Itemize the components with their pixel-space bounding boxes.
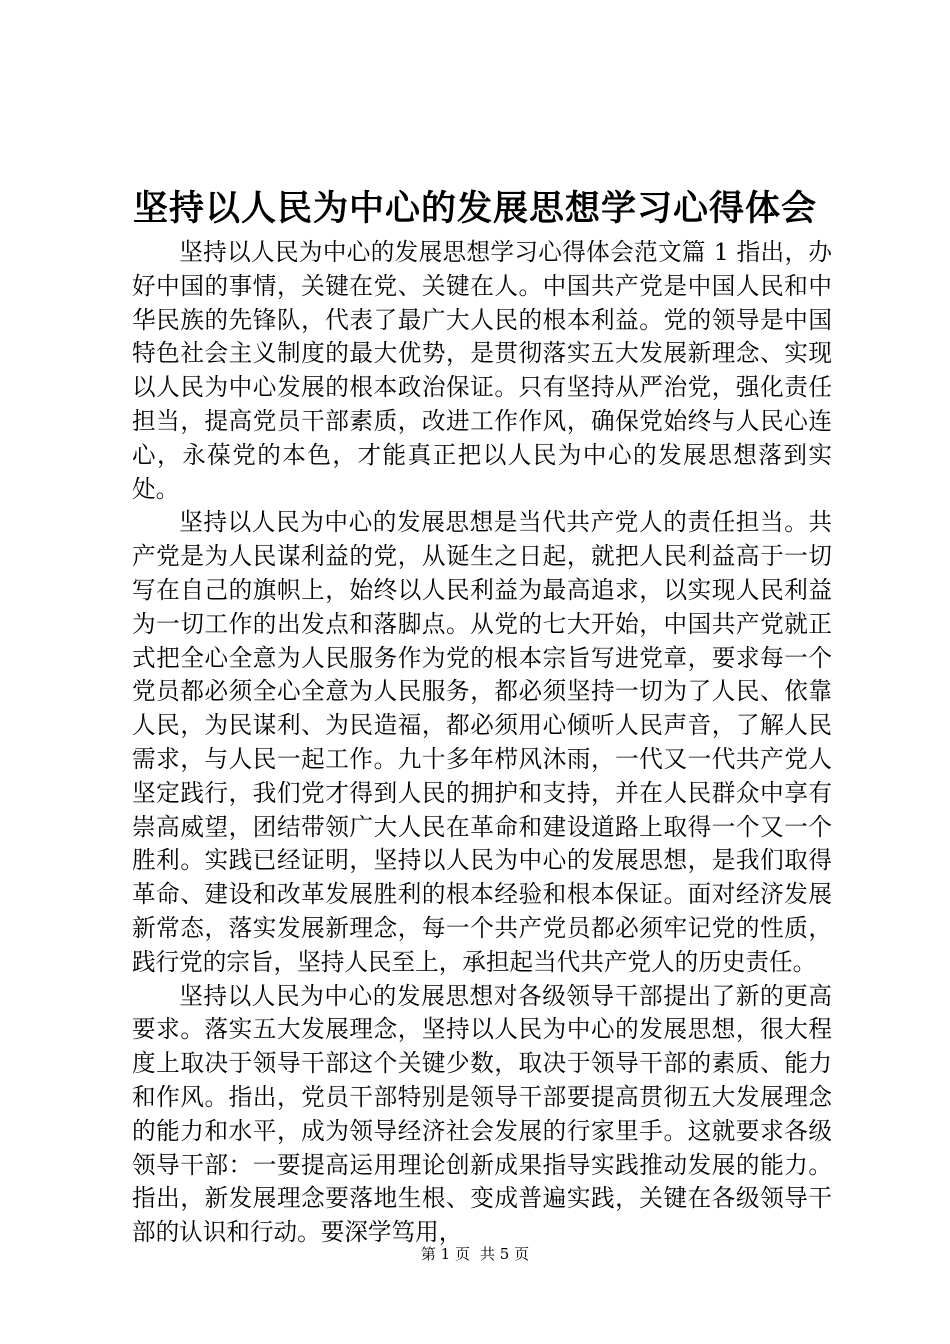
document-title: 坚持以人民为中心的发展思想学习心得体会 — [132, 188, 817, 229]
paragraph-2: 坚持以人民为中心的发展思想是当代共产党人的责任担当。共产党是为人民谋利益的党，从诞生之日起，就把人民利益高于一切写在自己的旗帜上，始终以人民利益为最高追求，以实现人民利益为一切工作的出发点和落脚点。从党的七大开始，中国共产党就正式把全心全意为人民服务作为党的根本宗旨写进党章，要求每一个党员都必须全心全意为人民服务，都必须坚持一切为了人民、依靠人民，为民谋利、为民造福，都必须用心倾听人民声音，了解人民需求，与人民一起工作。九十多年栉风沐雨，一代又一代共产党人坚定践行，我们党才得到人民的拥护和支持，并在人民群众中享有崇高威望，团结带领广大人民在革命和建设道路上取得一个又一个胜利。实践已经证明，坚持以人民为中心的发展思想，是我们取得革命、建设和改革发展胜利的根本经验和根本保证。面对经济发展新常态，落实发展新理念，每一个共产党员都必须牢记党的性质，践行党的宗旨，坚持人民至上，承担起当代共产党人的历史责任。 — [132, 508, 832, 976]
paragraph-1: 坚持以人民为中心的发展思想学习心得体会范文篇 1 指出，办好中国的事情，关键在党、关键在人。中国共产党是中国人民和中华民族的先锋队，代表了最广大人民的根本利益。党的领导是中国特色社会主义制度的最大优势，是贯彻落实五大发展新理念、实现以人民为中心发展的根本政治保证。只有坚持从严治党，强化责任担当，提高党员干部素质，改进工作作风，确保党始终与人民心连心，永葆党的本色，才能真正把以人民为中心的发展思想落到实处。 — [132, 238, 832, 503]
page-footer — [0, 1244, 950, 1264]
page-number-current: 第 1 页 — [420, 1245, 470, 1263]
document-body — [132, 236, 832, 1250]
page-number-total: 共 5 页 — [480, 1245, 530, 1263]
paragraph-3: 坚持以人民为中心的发展思想对各级领导干部提出了新的更高要求。落实五大发展理念，坚持以人民为中心的发展思想，很大程度上取决于领导干部这个关键少数，取决于领导干部的素质、能力和作风。指出，党员干部特别是领导干部要提高贯彻五大发展理念的能力和水平，成为领导经济社会发展的行家里手。这就要求各级领导干部：一要提高运用理论创新成果指导实践推动发展的能力。指出，新发展理念要落地生根、变成普遍实践，关键在各级领导干部的认识和行动。要深学笃用， — [132, 981, 832, 1247]
